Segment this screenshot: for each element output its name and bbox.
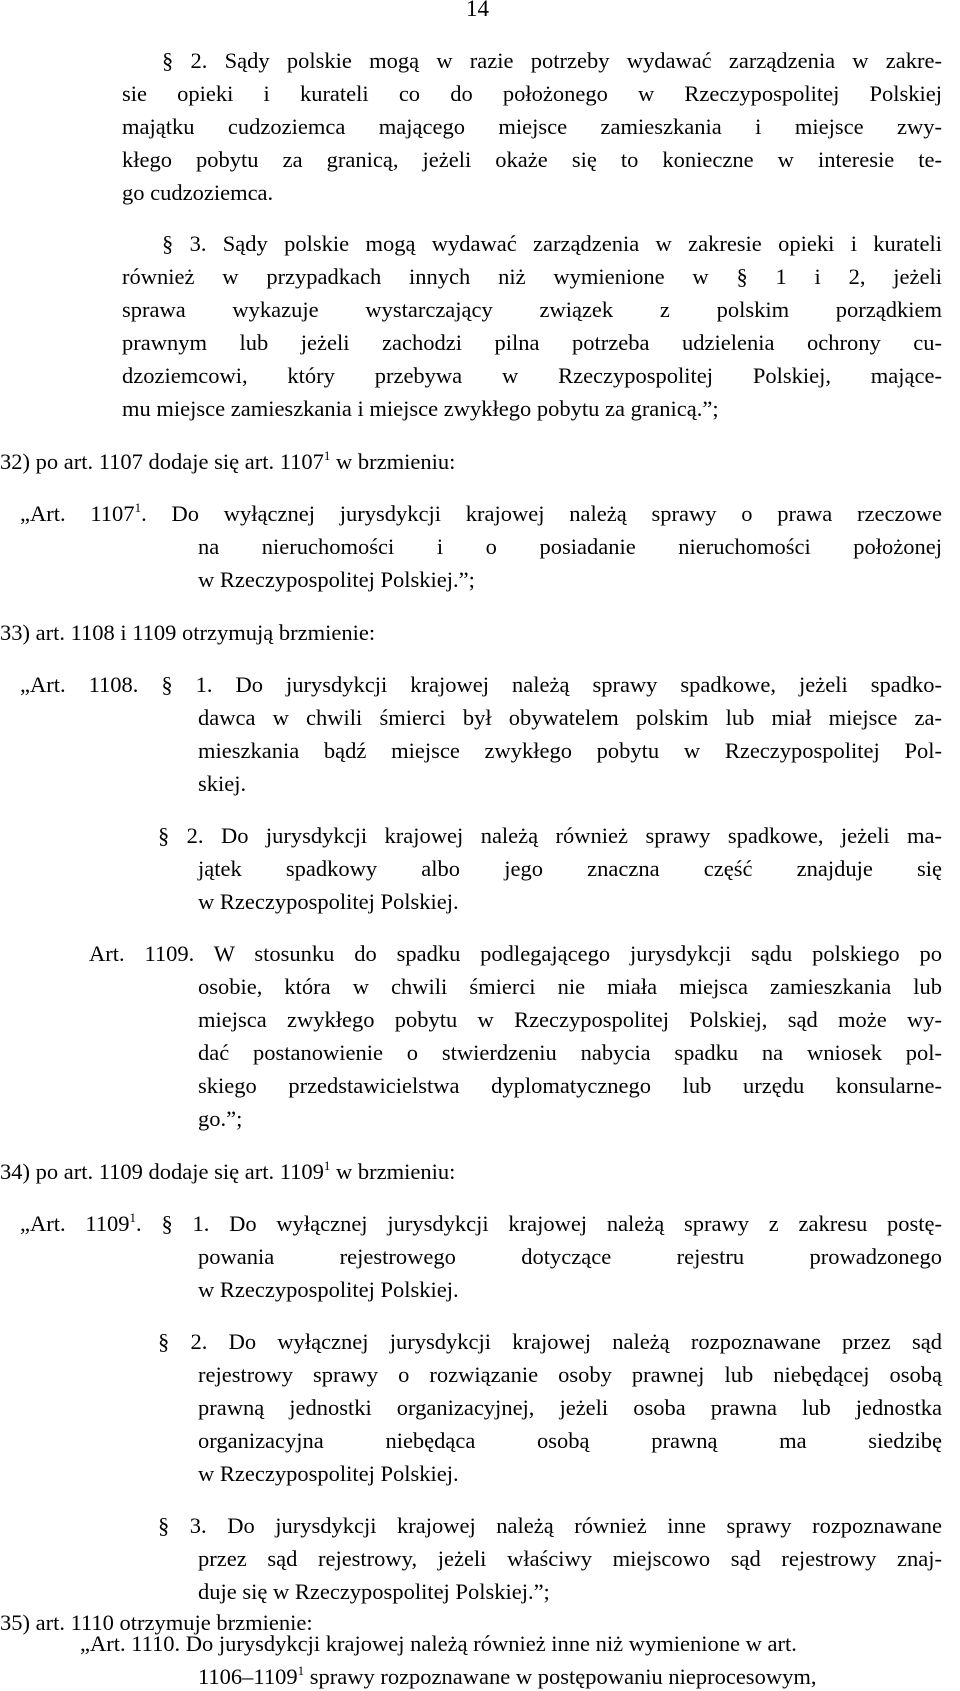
article-1107-1-line: w Rzeczypospolitej Polskiej.”; (198, 567, 475, 592)
paragraph-3-line: również w przypadkach innych niż wymienione w § 1 i 2, jeżeli (122, 264, 942, 289)
article-1109-line: go.”; (198, 1106, 243, 1131)
paragraph-2-line: majątku cudzoziemca mającego miejsce zamieszkania i miejsce zwy- (122, 114, 942, 139)
paragraph-3-line: dzoziemcowi, który przebywa w Rzeczypospolitej Polskiej, mające- (122, 363, 942, 388)
point-34: 34) po art. 1109 dodaje się art. 1109$^1$ w brzmieniu: (0, 1158, 456, 1184)
point-35: 35) art. 1110 otrzymuje brzmienie: (0, 1610, 313, 1635)
article-1108-line: skiej. (198, 771, 247, 796)
paragraph-2-line: go cudzoziemca. (122, 180, 274, 205)
article-1109-1-2-line: rejestrowy sprawy o rozwiązanie osoby prawnej lub niebędącej osobą (198, 1362, 942, 1387)
paragraph-3-line: prawnym lub jeżeli zachodzi pilna potrzeba udzielenia ochrony cu- (122, 330, 942, 355)
point-32: 32) po art. 1107 dodaje się art. 1107$^1$ w brzmieniu: (0, 448, 456, 474)
paragraph-3-line: sprawa wykazuje wystarczający związek z polskim porządkiem (122, 297, 942, 322)
point-33: 33) art. 1108 i 1109 otrzymują brzmienie: (0, 620, 376, 645)
article-1107-1-line: na nieruchomości i o posiadanie nieruchomości położonej (198, 534, 942, 559)
article-1109-1-2-line: organizacyjna niebędąca osobą prawną ma siedzibę (198, 1428, 942, 1453)
article-1108-line: „Art. 1108. § 1. Do jurysdykcji krajowej należą sprawy spadkowe, jeżeli spadko- (20, 672, 942, 697)
article-1108-2-line: § 2. Do jurysdykcji krajowej należą również sprawy spadkowe, jeżeli ma- (158, 823, 942, 848)
paragraph-3-line: mu miejsce zamieszkania i miejsce zwykłego pobytu za granicą.”; (122, 396, 719, 421)
article-1109-1-3-line: § 3. Do jurysdykcji krajowej należą również inne sprawy rozpoznawane (158, 1513, 942, 1538)
paragraph-2-line: kłego pobytu za granicą, jeżeli okaże się to konieczne w interesie te- (122, 147, 942, 172)
article-1109-line: skiego przedstawicielstwa dyplomatycznego lub urzędu konsularne- (198, 1073, 942, 1098)
article-1109-1-2-line: w Rzeczypospolitej Polskiej. (198, 1461, 459, 1486)
article-1109-1-line: powania rejestrowego dotyczące rejestru prowadzonego (198, 1244, 942, 1269)
article-1109-line: dać postanowienie o stwierdzeniu nabycia spadku na wniosek pol- (198, 1040, 942, 1065)
article-1109-line: miejsca zwykłego pobytu w Rzeczypospolitej Polskiej, sąd może wy- (198, 1007, 942, 1032)
article-1109-1-line: w Rzeczypospolitej Polskiej. (198, 1277, 459, 1302)
article-1108-line: dawca w chwili śmierci był obywatelem polskim lub miał miejsce za- (198, 705, 942, 730)
article-1108-2-line: jątek spadkowy albo jego znaczna część znajduje się (198, 856, 942, 881)
article-1108-line: mieszkania bądź miejsce zwykłego pobytu w Rzeczypospolitej Pol- (198, 738, 942, 763)
article-1109-line: osobie, która w chwili śmierci nie miała miejsca zamieszkania lub (198, 974, 942, 999)
article-1109-1-3-line: duje się w Rzeczypospolitej Polskiej.”; (198, 1579, 550, 1604)
article-1109-1-2-line: § 2. Do wyłącznej jurysdykcji krajowej należą rozpoznawane przez sąd (158, 1329, 942, 1354)
paragraph-3-line: § 3. Sądy polskie mogą wydawać zarządzenia w zakresie opieki i kurateli (162, 231, 942, 256)
article-1110-line: „Art. 1110. Do jurysdykcji krajowej należą również inne niż wymienione w art. (80, 1631, 797, 1656)
article-1109-1-3-line: przez sąd rejestrowy, jeżeli właściwy miejscowo sąd rejestrowy znaj- (198, 1546, 942, 1571)
paragraph-2-line: sie opieki i kurateli co do położonego w Rzeczypospolitej Polskiej (122, 81, 942, 106)
page-number: 14 (466, 0, 489, 21)
paragraph-2-line: § 2. Sądy polskie mogą w razie potrzeby wydawać zarządzenia w zakre- (162, 48, 942, 73)
article-1109-1-line: „Art. 1109$^1$. § 1. Do wyłącznej jurysdykcji krajowej należą sprawy z zakresu postę- (20, 1210, 942, 1236)
article-1109-1-2-line: prawną jednostki organizacyjnej, jeżeli osoba prawna lub jednostka (198, 1395, 942, 1420)
article-1107-1-line: „Art. 1107$^1$. Do wyłącznej jurysdykcji krajowej należą sprawy o prawa rzeczowe (20, 500, 942, 526)
article-1108-2-line: w Rzeczypospolitej Polskiej. (198, 889, 459, 914)
article-1110-line: 1106–1109$^1$ sprawy rozpoznawane w postępowaniu nieprocesowym, (198, 1663, 817, 1689)
article-1109-line: Art. 1109. W stosunku do spadku podlegającego jurysdykcji sądu polskiego po (89, 941, 942, 966)
